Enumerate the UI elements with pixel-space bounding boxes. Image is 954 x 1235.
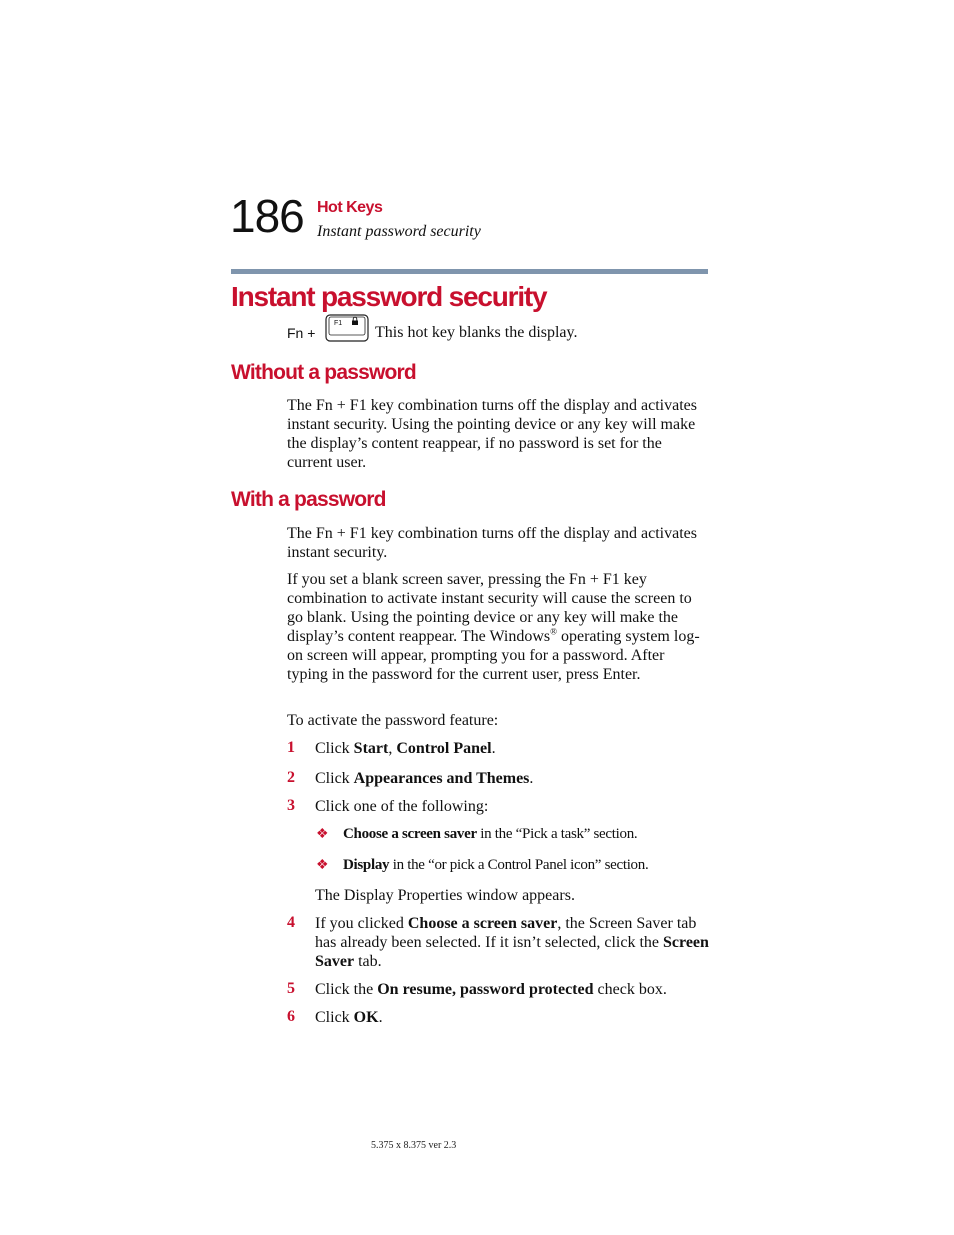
step-number: 6: [287, 1008, 295, 1025]
step-text: Click Start, Control Panel.: [315, 740, 496, 757]
step-text: Click Appearances and Themes.: [315, 770, 534, 787]
step-note: The Display Properties window appears.: [315, 887, 575, 904]
hotkey-description: This hot key blanks the display.: [375, 324, 578, 341]
bullet-icon: ❖: [316, 827, 329, 842]
page-title: Instant password security: [231, 281, 547, 312]
f1-key-icon: [325, 314, 369, 342]
without-password-body: The Fn + F1 key combination turns off the display and activates instant security. Using the pointing device or any key will make the display’s content reappear, if no password is set for the current user.: [287, 397, 697, 471]
section-divider: [231, 269, 708, 274]
step-text: Click one of the following:: [315, 798, 489, 815]
step-text: If you clicked Choose a screen saver, the Screen Saver tab has already been selected. If it isn’t selected, click the Screen Saver tab.: [315, 915, 709, 970]
fn-key-label: Fn +: [287, 325, 316, 341]
heading-without-password: Without a password: [231, 361, 416, 384]
step-number: 5: [287, 980, 295, 997]
bullet-icon: ❖: [316, 858, 329, 873]
chapter-title: Hot Keys: [317, 199, 383, 216]
page-number: 186: [230, 190, 304, 242]
step-number: 1: [287, 739, 295, 756]
step-number: 4: [287, 914, 295, 931]
print-size-footer: 5.375 x 8.375 ver 2.3: [371, 1140, 457, 1151]
running-section-title: Instant password security: [317, 223, 481, 240]
step-text: Click OK.: [315, 1009, 383, 1026]
svg-text:F1: F1: [334, 320, 343, 327]
step-number: 2: [287, 769, 295, 786]
step-number: 3: [287, 797, 295, 814]
step-text: Click the On resume, password protected check box.: [315, 981, 667, 998]
bullet-item: Display in the “or pick a Control Panel icon” section.: [343, 857, 649, 873]
with-password-paragraph-1: The Fn + F1 key combination turns off the display and activates instant security.: [287, 525, 697, 561]
with-password-paragraph-3: To activate the password feature:: [287, 712, 499, 729]
bullet-item: Choose a screen saver in the “Pick a task” section.: [343, 826, 638, 842]
with-password-paragraph-2: If you set a blank screen saver, pressing the Fn + F1 key combination to activate instant security will cause the screen to go blank. Using the pointing device or any key will make the display’s content reappear. The Windows® operating system log-on screen will appear, prompting you for a password. After typing in the password for the current user, press Enter.: [287, 571, 700, 683]
heading-with-password: With a password: [231, 488, 386, 511]
